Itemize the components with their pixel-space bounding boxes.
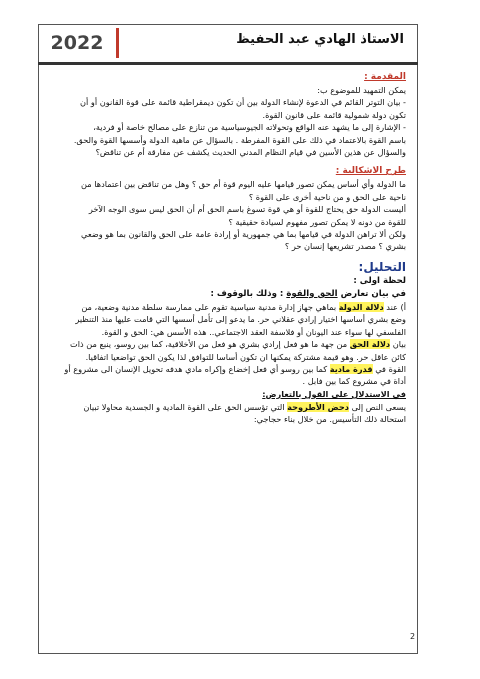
highlight: دحض الأطروحة <box>287 401 349 412</box>
text-line: بيان دلالة الحق من جهة ما هو فعل إرادي بشري هو فعل من الأخلاقية، كما بين روسو، ينبع من ذات <box>70 339 406 350</box>
text-line: - بيان التوتر القائم في الدعوة لإنشاء الدولة بين أن تكون ديمقراطية قائمة على قوة القانون أو أن <box>80 97 406 108</box>
text-line: ناحية على الحق و من ناحية أخرى على القوة ؟ <box>248 191 406 202</box>
page-header <box>38 24 418 62</box>
text-line: الفلسفي لها سواء عند اليونان أو فلاسفة العقد الاجتماعي.. هذه الأسس هي: الحق و القوة. <box>101 326 406 337</box>
intro-lines <box>50 84 406 158</box>
text-line: أليست الدولة حق يحتاج للقوة أو هي قوة تسوغ باسم الحق أم أن الحق ليس سوى الوجه الآخر <box>88 204 406 215</box>
highlight: قدرة مادية <box>329 363 373 374</box>
text-line: أ) عند دلالة الدولة بماهي جهاز إدارة مدنية سياسية تقوم على ممارسة سلطة مدنية وضعية، من <box>81 301 406 312</box>
text-line: باسم القوة بالاعتماد في ذلك على القوة المفرطة . بالسؤال عن ماهية الدولة وأسسها القوة والحق. <box>73 134 406 145</box>
text-line: يسعى النص إلى دحض الأطروحة التي تؤسس الحق على القوة المادية و الجسدية محاولا تبيان <box>83 401 406 412</box>
paragraph-right <box>50 338 406 388</box>
problem-title: طرح الاشكالية : <box>335 166 406 177</box>
analysis-title: التحليل: <box>358 259 406 274</box>
header-separator <box>116 28 119 58</box>
header-author: الاستاذ الهادي عبد الحفيظ <box>236 32 404 47</box>
analysis-subheading: في بيان تعارض الحق والقوة : وذلك بالوقوف : <box>210 288 406 299</box>
header-rule <box>38 62 418 65</box>
text-line: والسؤال عن هذين الأسين في قيام النظام المدني الحديث يكشف عن مفارقة أم عن تناقض؟ <box>95 147 406 158</box>
text-line: يمكن التمهيد للموضوع ب: <box>317 85 406 95</box>
header-year: 2022 <box>50 32 104 54</box>
text-line: ما الدولة وأي أساس يمكن تصور قيامها عليه اليوم قوة أم حق ؟ وهل من تناقض بين اعتمادها من <box>81 179 406 190</box>
text-line: بشري ؟ مصدر تشريعها إنسان حر ؟ <box>284 241 406 252</box>
paragraph-argument <box>50 401 406 426</box>
paragraph-state <box>50 301 406 338</box>
document-body <box>50 70 406 426</box>
text-line: أداة في مشروع كما بين فابل . <box>302 376 406 387</box>
text-line: ولكن ألا تراهن الدولة في قيامها بما هي جمهورية أو إرادة عامة على الحق والقانون بما هو وضعي <box>81 229 406 240</box>
text-line: استحالة ذلك التأسيس. من خلال بناء حجاجي: <box>253 414 406 425</box>
page-number: 2 <box>410 632 416 641</box>
text-line: - الإشارة إلى ما يشهد عنه الواقع وتحولاته الجيوسياسية من تنازع على مصالح خاصة أو فردية، <box>93 122 406 133</box>
argument-subheading: في الاستدلال على القول بالتعارض: <box>262 388 406 399</box>
intro-title: المقدمة : <box>364 72 406 82</box>
problem-lines <box>50 178 406 252</box>
text-line: تكون دولة شمولية قائمة على قانون القوة. <box>262 109 406 120</box>
text-line: وضع بشري أساسها اختيار إرادي عقلاني حر. ما يدعو إلى تأمل أسسها التي قامت عليها منذ التنظير <box>75 314 406 325</box>
moment-heading: لحظة اولى : <box>353 275 406 286</box>
highlight: دلالة الحق <box>349 339 391 350</box>
text-line: القوة في قدرة مادية كما بين روسو أي فعل إخضاع وإكراه مادي هدفه تحويل الإنسان الى مشروع أو <box>64 363 406 374</box>
highlight: دلالة الدولة <box>338 301 384 312</box>
text-line: كائن عاقل حر. وهو قيمة مشتركة يمكنها ان تكون أساسا للتوافق لذا يكون الحق تواضعيا اتفاقيا. <box>85 351 406 362</box>
text-line: للقوة من دونه لا يمكن تصور مفهوم لسيادة حقيقية ؟ <box>228 216 406 227</box>
